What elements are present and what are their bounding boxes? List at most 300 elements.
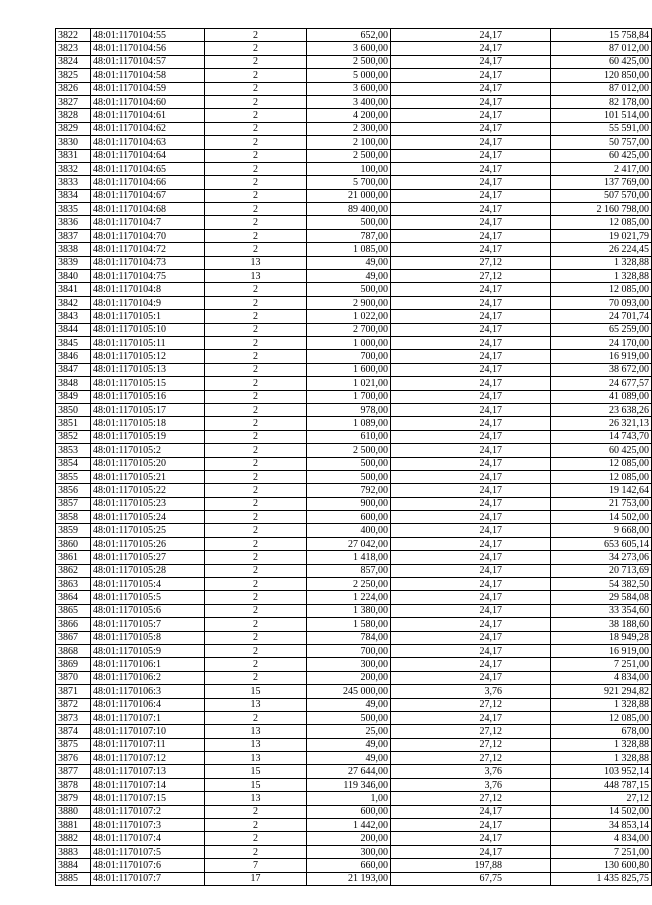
cadastral-value-cell: 65 259,00: [551, 323, 652, 336]
category-code-cell: 2: [205, 578, 307, 591]
cadastral-number-cell: 48:01:1170107:5: [91, 845, 205, 858]
specific-value-cell: 24,17: [391, 336, 551, 349]
row-number-cell: 3876: [56, 752, 91, 765]
cadastral-value-cell: 678,00: [551, 725, 652, 738]
cadastral-value-cell: 12 085,00: [551, 283, 652, 296]
specific-value-cell: 24,17: [391, 604, 551, 617]
cadastral-value-cell: 137 769,00: [551, 176, 652, 189]
cadastral-value-cell: 14 502,00: [551, 511, 652, 524]
area-cell: 2 500,00: [307, 55, 391, 68]
table-row: [56, 136, 652, 149]
specific-value-cell: 24,17: [391, 95, 551, 108]
specific-value-cell: 24,17: [391, 42, 551, 55]
specific-value-cell: 27,12: [391, 256, 551, 269]
table-row: [56, 336, 652, 349]
category-code-cell: 2: [205, 591, 307, 604]
cadastral-value-cell: 33 354,60: [551, 604, 652, 617]
table-row: [56, 537, 652, 550]
area-cell: 500,00: [307, 711, 391, 724]
area-cell: 1 000,00: [307, 336, 391, 349]
row-number-cell: 3841: [56, 283, 91, 296]
cadastral-value-cell: 19 021,79: [551, 229, 652, 242]
row-number-cell: 3855: [56, 470, 91, 483]
cadastral-value-cell: 18 949,28: [551, 631, 652, 644]
cadastral-value-cell: 24 170,00: [551, 336, 652, 349]
specific-value-cell: 24,17: [391, 805, 551, 818]
category-code-cell: 2: [205, 457, 307, 470]
table-row: [56, 698, 652, 711]
cadastral-number-cell: 48:01:1170105:23: [91, 497, 205, 510]
cadastral-value-cell: 34 853,14: [551, 819, 652, 832]
cadastral-number-cell: 48:01:1170104:72: [91, 243, 205, 256]
table-row: [56, 243, 652, 256]
area-cell: 300,00: [307, 845, 391, 858]
area-cell: 784,00: [307, 631, 391, 644]
cadastral-value-cell: 27,12: [551, 792, 652, 805]
area-cell: 1 442,00: [307, 819, 391, 832]
table-row: [56, 859, 652, 872]
category-code-cell: 15: [205, 778, 307, 791]
row-number-cell: 3875: [56, 738, 91, 751]
cadastral-number-cell: 48:01:1170104:8: [91, 283, 205, 296]
category-code-cell: 2: [205, 537, 307, 550]
table-row: [56, 69, 652, 82]
area-cell: 600,00: [307, 805, 391, 818]
area-cell: 610,00: [307, 430, 391, 443]
cadastral-number-cell: 48:01:1170105:10: [91, 323, 205, 336]
row-number-cell: 3840: [56, 270, 91, 283]
cadastral-value-cell: 26 224,45: [551, 243, 652, 256]
area-cell: 1 580,00: [307, 618, 391, 631]
area-cell: 2 500,00: [307, 149, 391, 162]
table-row: [56, 29, 652, 42]
cadastral-value-cell: 16 919,00: [551, 644, 652, 657]
area-cell: 2 900,00: [307, 296, 391, 309]
row-number-cell: 3838: [56, 243, 91, 256]
cadastral-value-cell: 12 085,00: [551, 711, 652, 724]
row-number-cell: 3843: [56, 310, 91, 323]
table-row: [56, 671, 652, 684]
category-code-cell: 13: [205, 752, 307, 765]
cadastral-value-cell: 653 605,14: [551, 537, 652, 550]
table-row: [56, 109, 652, 122]
table-row: [56, 511, 652, 524]
row-number-cell: 3864: [56, 591, 91, 604]
category-code-cell: 13: [205, 256, 307, 269]
specific-value-cell: 27,12: [391, 270, 551, 283]
specific-value-cell: 24,17: [391, 122, 551, 135]
area-cell: 5 700,00: [307, 176, 391, 189]
area-cell: 500,00: [307, 216, 391, 229]
table-row: [56, 189, 652, 202]
area-cell: 500,00: [307, 470, 391, 483]
cadastral-number-cell: 48:01:1170104:67: [91, 189, 205, 202]
table-row: [56, 216, 652, 229]
area-cell: 1 021,00: [307, 377, 391, 390]
area-cell: 21 193,00: [307, 872, 391, 885]
cadastral-number-cell: 48:01:1170104:62: [91, 122, 205, 135]
area-cell: 1,00: [307, 792, 391, 805]
area-cell: 3 600,00: [307, 42, 391, 55]
cadastral-number-cell: 48:01:1170104:70: [91, 229, 205, 242]
area-cell: 660,00: [307, 859, 391, 872]
category-code-cell: 2: [205, 363, 307, 376]
specific-value-cell: 24,17: [391, 55, 551, 68]
cadastral-value-cell: 60 425,00: [551, 149, 652, 162]
table-row: [56, 310, 652, 323]
row-number-cell: 3825: [56, 69, 91, 82]
row-number-cell: 3853: [56, 444, 91, 457]
category-code-cell: 13: [205, 270, 307, 283]
cadastral-value-cell: 29 584,08: [551, 591, 652, 604]
specific-value-cell: 3,76: [391, 765, 551, 778]
specific-value-cell: 24,17: [391, 618, 551, 631]
table-row: [56, 631, 652, 644]
cadastral-number-cell: 48:01:1170107:14: [91, 778, 205, 791]
row-number-cell: 3866: [56, 618, 91, 631]
area-cell: 21 000,00: [307, 189, 391, 202]
cadastral-number-cell: 48:01:1170107:15: [91, 792, 205, 805]
cadastral-number-cell: 48:01:1170107:13: [91, 765, 205, 778]
cadastral-value-cell: 14 502,00: [551, 805, 652, 818]
specific-value-cell: 24,17: [391, 444, 551, 457]
specific-value-cell: 24,17: [391, 711, 551, 724]
category-code-cell: 2: [205, 711, 307, 724]
specific-value-cell: 24,17: [391, 671, 551, 684]
cadastral-value-cell: 24 701,74: [551, 310, 652, 323]
cadastral-number-cell: 48:01:1170107:2: [91, 805, 205, 818]
area-cell: 49,00: [307, 256, 391, 269]
specific-value-cell: 197,88: [391, 859, 551, 872]
cadastral-value-cell: 4 834,00: [551, 671, 652, 684]
cadastral-number-cell: 48:01:1170105:15: [91, 377, 205, 390]
cadastral-value-cell: 2 160 798,00: [551, 203, 652, 216]
table-row: [56, 270, 652, 283]
table-row: [56, 350, 652, 363]
area-cell: 857,00: [307, 564, 391, 577]
cadastral-number-cell: 48:01:1170105:11: [91, 336, 205, 349]
area-cell: 119 346,00: [307, 778, 391, 791]
table-row: [56, 162, 652, 175]
cadastral-value-cell: 60 425,00: [551, 55, 652, 68]
cadastral-value-cell: 54 382,50: [551, 578, 652, 591]
specific-value-cell: 24,17: [391, 819, 551, 832]
row-number-cell: 3834: [56, 189, 91, 202]
category-code-cell: 2: [205, 819, 307, 832]
cadastral-value-cell: 1 328,88: [551, 738, 652, 751]
table-row: [56, 203, 652, 216]
table-row: [56, 283, 652, 296]
cadastral-number-cell: 48:01:1170105:16: [91, 390, 205, 403]
cadastral-number-cell: 48:01:1170107:10: [91, 725, 205, 738]
row-number-cell: 3851: [56, 417, 91, 430]
table-row: [56, 229, 652, 242]
specific-value-cell: 24,17: [391, 484, 551, 497]
cadastral-number-cell: 48:01:1170105:27: [91, 551, 205, 564]
category-code-cell: 2: [205, 323, 307, 336]
category-code-cell: 2: [205, 417, 307, 430]
cadastral-number-cell: 48:01:1170105:8: [91, 631, 205, 644]
specific-value-cell: 3,76: [391, 685, 551, 698]
category-code-cell: 2: [205, 618, 307, 631]
category-code-cell: 2: [205, 162, 307, 175]
row-number-cell: 3859: [56, 524, 91, 537]
specific-value-cell: 24,17: [391, 216, 551, 229]
table-row: [56, 832, 652, 845]
cadastral-value-cell: 60 425,00: [551, 444, 652, 457]
row-number-cell: 3857: [56, 497, 91, 510]
table-row: [56, 484, 652, 497]
category-code-cell: 2: [205, 55, 307, 68]
cadastral-value-cell: 16 919,00: [551, 350, 652, 363]
area-cell: 49,00: [307, 270, 391, 283]
specific-value-cell: 24,17: [391, 283, 551, 296]
cadastral-value-cell: 12 085,00: [551, 216, 652, 229]
row-number-cell: 3861: [56, 551, 91, 564]
area-cell: 1 085,00: [307, 243, 391, 256]
cadastral-value-cell: 448 787,15: [551, 778, 652, 791]
specific-value-cell: 24,17: [391, 658, 551, 671]
category-code-cell: 2: [205, 296, 307, 309]
cadastral-number-cell: 48:01:1170104:60: [91, 95, 205, 108]
area-cell: 1 600,00: [307, 363, 391, 376]
category-code-cell: 7: [205, 859, 307, 872]
cadastral-value-cell: 12 085,00: [551, 470, 652, 483]
row-number-cell: 3883: [56, 845, 91, 858]
cadastral-number-cell: 48:01:1170105:6: [91, 604, 205, 617]
area-cell: 1 224,00: [307, 591, 391, 604]
cadastral-number-cell: 48:01:1170104:58: [91, 69, 205, 82]
table-row: [56, 591, 652, 604]
area-cell: 2 250,00: [307, 578, 391, 591]
cadastral-value-cell: 1 328,88: [551, 270, 652, 283]
specific-value-cell: 24,17: [391, 832, 551, 845]
specific-value-cell: 24,17: [391, 363, 551, 376]
category-code-cell: 13: [205, 698, 307, 711]
area-cell: 700,00: [307, 350, 391, 363]
area-cell: 500,00: [307, 457, 391, 470]
row-number-cell: 3868: [56, 644, 91, 657]
row-number-cell: 3827: [56, 95, 91, 108]
table-row: [56, 403, 652, 416]
category-code-cell: 2: [205, 69, 307, 82]
category-code-cell: 2: [205, 243, 307, 256]
table-row: [56, 618, 652, 631]
row-number-cell: 3849: [56, 390, 91, 403]
specific-value-cell: 24,17: [391, 243, 551, 256]
category-code-cell: 2: [205, 524, 307, 537]
table-row: [56, 323, 652, 336]
cadastral-value-cell: 120 850,00: [551, 69, 652, 82]
table-row: [56, 644, 652, 657]
category-code-cell: 2: [205, 644, 307, 657]
cadastral-number-cell: 48:01:1170107:12: [91, 752, 205, 765]
area-cell: 27 042,00: [307, 537, 391, 550]
row-number-cell: 3822: [56, 29, 91, 42]
specific-value-cell: 24,17: [391, 511, 551, 524]
row-number-cell: 3878: [56, 778, 91, 791]
cadastral-value-cell: 19 142,64: [551, 484, 652, 497]
specific-value-cell: 24,17: [391, 162, 551, 175]
area-cell: 245 000,00: [307, 685, 391, 698]
cadastral-value-cell: 20 713,69: [551, 564, 652, 577]
specific-value-cell: 27,12: [391, 792, 551, 805]
row-number-cell: 3833: [56, 176, 91, 189]
specific-value-cell: 24,17: [391, 470, 551, 483]
row-number-cell: 3847: [56, 363, 91, 376]
category-code-cell: 15: [205, 765, 307, 778]
cadastral-value-cell: 14 743,70: [551, 430, 652, 443]
specific-value-cell: 24,17: [391, 537, 551, 550]
specific-value-cell: 24,17: [391, 524, 551, 537]
cadastral-value-cell: 1 328,88: [551, 256, 652, 269]
area-cell: 2 300,00: [307, 122, 391, 135]
specific-value-cell: 24,17: [391, 310, 551, 323]
row-number-cell: 3872: [56, 698, 91, 711]
cadastral-number-cell: 48:01:1170104:63: [91, 136, 205, 149]
cadastral-value-cell: 15 758,84: [551, 29, 652, 42]
row-number-cell: 3863: [56, 578, 91, 591]
table-row: [56, 845, 652, 858]
area-cell: 49,00: [307, 698, 391, 711]
table-row: [56, 417, 652, 430]
row-number-cell: 3869: [56, 658, 91, 671]
cadastral-value-cell: 82 178,00: [551, 95, 652, 108]
cadastral-value-cell: 101 514,00: [551, 109, 652, 122]
row-number-cell: 3826: [56, 82, 91, 95]
cadastral-number-cell: 48:01:1170107:4: [91, 832, 205, 845]
area-cell: 3 400,00: [307, 95, 391, 108]
category-code-cell: 13: [205, 738, 307, 751]
cadastral-number-cell: 48:01:1170105:4: [91, 578, 205, 591]
specific-value-cell: 24,17: [391, 403, 551, 416]
row-number-cell: 3870: [56, 671, 91, 684]
cadastral-number-cell: 48:01:1170105:20: [91, 457, 205, 470]
specific-value-cell: 24,17: [391, 591, 551, 604]
area-cell: 2 500,00: [307, 444, 391, 457]
row-number-cell: 3848: [56, 377, 91, 390]
table-row: [56, 872, 652, 885]
category-code-cell: 2: [205, 189, 307, 202]
cadastral-number-cell: 48:01:1170107:11: [91, 738, 205, 751]
table-body: [56, 29, 652, 886]
cadastral-value-cell: 4 834,00: [551, 832, 652, 845]
cadastral-value-cell: 1 328,88: [551, 698, 652, 711]
table-row: [56, 42, 652, 55]
row-number-cell: 3824: [56, 55, 91, 68]
table-row: [56, 564, 652, 577]
specific-value-cell: 24,17: [391, 136, 551, 149]
area-cell: 200,00: [307, 832, 391, 845]
category-code-cell: 2: [205, 484, 307, 497]
cadastral-number-cell: 48:01:1170105:7: [91, 618, 205, 631]
cadastral-value-cell: 2 417,00: [551, 162, 652, 175]
category-code-cell: 2: [205, 497, 307, 510]
table-row: [56, 296, 652, 309]
cadastral-number-cell: 48:01:1170104:65: [91, 162, 205, 175]
cadastral-number-cell: 48:01:1170105:12: [91, 350, 205, 363]
cadastral-value-cell: 38 188,60: [551, 618, 652, 631]
table-row: [56, 95, 652, 108]
specific-value-cell: 24,17: [391, 845, 551, 858]
area-cell: 1 380,00: [307, 604, 391, 617]
specific-value-cell: 24,17: [391, 149, 551, 162]
category-code-cell: 2: [205, 350, 307, 363]
area-cell: 4 200,00: [307, 109, 391, 122]
row-number-cell: 3874: [56, 725, 91, 738]
area-cell: 600,00: [307, 511, 391, 524]
cadastral-value-cell: 1 328,88: [551, 752, 652, 765]
area-cell: 1 089,00: [307, 417, 391, 430]
category-code-cell: 2: [205, 82, 307, 95]
category-code-cell: 2: [205, 136, 307, 149]
table-row: [56, 778, 652, 791]
table-row: [56, 377, 652, 390]
table-row: [56, 176, 652, 189]
table-row: [56, 55, 652, 68]
cadastral-value-cell: 21 753,00: [551, 497, 652, 510]
row-number-cell: 3839: [56, 256, 91, 269]
table-row: [56, 792, 652, 805]
category-code-cell: 2: [205, 336, 307, 349]
cadastral-number-cell: 48:01:1170106:1: [91, 658, 205, 671]
cadastral-number-cell: 48:01:1170105:26: [91, 537, 205, 550]
row-number-cell: 3880: [56, 805, 91, 818]
specific-value-cell: 24,17: [391, 564, 551, 577]
row-number-cell: 3835: [56, 203, 91, 216]
row-number-cell: 3837: [56, 229, 91, 242]
table-row: [56, 430, 652, 443]
row-number-cell: 3845: [56, 336, 91, 349]
specific-value-cell: 24,17: [391, 644, 551, 657]
area-cell: 787,00: [307, 229, 391, 242]
specific-value-cell: 24,17: [391, 69, 551, 82]
table-row: [56, 578, 652, 591]
cadastral-number-cell: 48:01:1170104:7: [91, 216, 205, 229]
row-number-cell: 3846: [56, 350, 91, 363]
area-cell: 500,00: [307, 283, 391, 296]
specific-value-cell: 24,17: [391, 578, 551, 591]
table-row: [56, 725, 652, 738]
specific-value-cell: 24,17: [391, 82, 551, 95]
category-code-cell: 2: [205, 377, 307, 390]
row-number-cell: 3852: [56, 430, 91, 443]
cadastral-value-cell: 50 757,00: [551, 136, 652, 149]
category-code-cell: 13: [205, 792, 307, 805]
area-cell: 200,00: [307, 671, 391, 684]
category-code-cell: 2: [205, 551, 307, 564]
category-code-cell: 2: [205, 229, 307, 242]
area-cell: 89 400,00: [307, 203, 391, 216]
row-number-cell: 3877: [56, 765, 91, 778]
cadastral-number-cell: 48:01:1170104:57: [91, 55, 205, 68]
specific-value-cell: 27,12: [391, 738, 551, 751]
cadastral-number-cell: 48:01:1170104:64: [91, 149, 205, 162]
specific-value-cell: 24,17: [391, 296, 551, 309]
area-cell: 49,00: [307, 738, 391, 751]
row-number-cell: 3882: [56, 832, 91, 845]
category-code-cell: 2: [205, 470, 307, 483]
table-row: [56, 457, 652, 470]
cadastral-value-cell: 34 273,06: [551, 551, 652, 564]
cadastral-value-cell: 921 294,82: [551, 685, 652, 698]
cadastral-number-cell: 48:01:1170104:68: [91, 203, 205, 216]
category-code-cell: 2: [205, 430, 307, 443]
cadastral-value-cell: 24 677,57: [551, 377, 652, 390]
cadastral-number-cell: 48:01:1170107:7: [91, 872, 205, 885]
specific-value-cell: 24,17: [391, 497, 551, 510]
cadastral-number-cell: 48:01:1170105:22: [91, 484, 205, 497]
